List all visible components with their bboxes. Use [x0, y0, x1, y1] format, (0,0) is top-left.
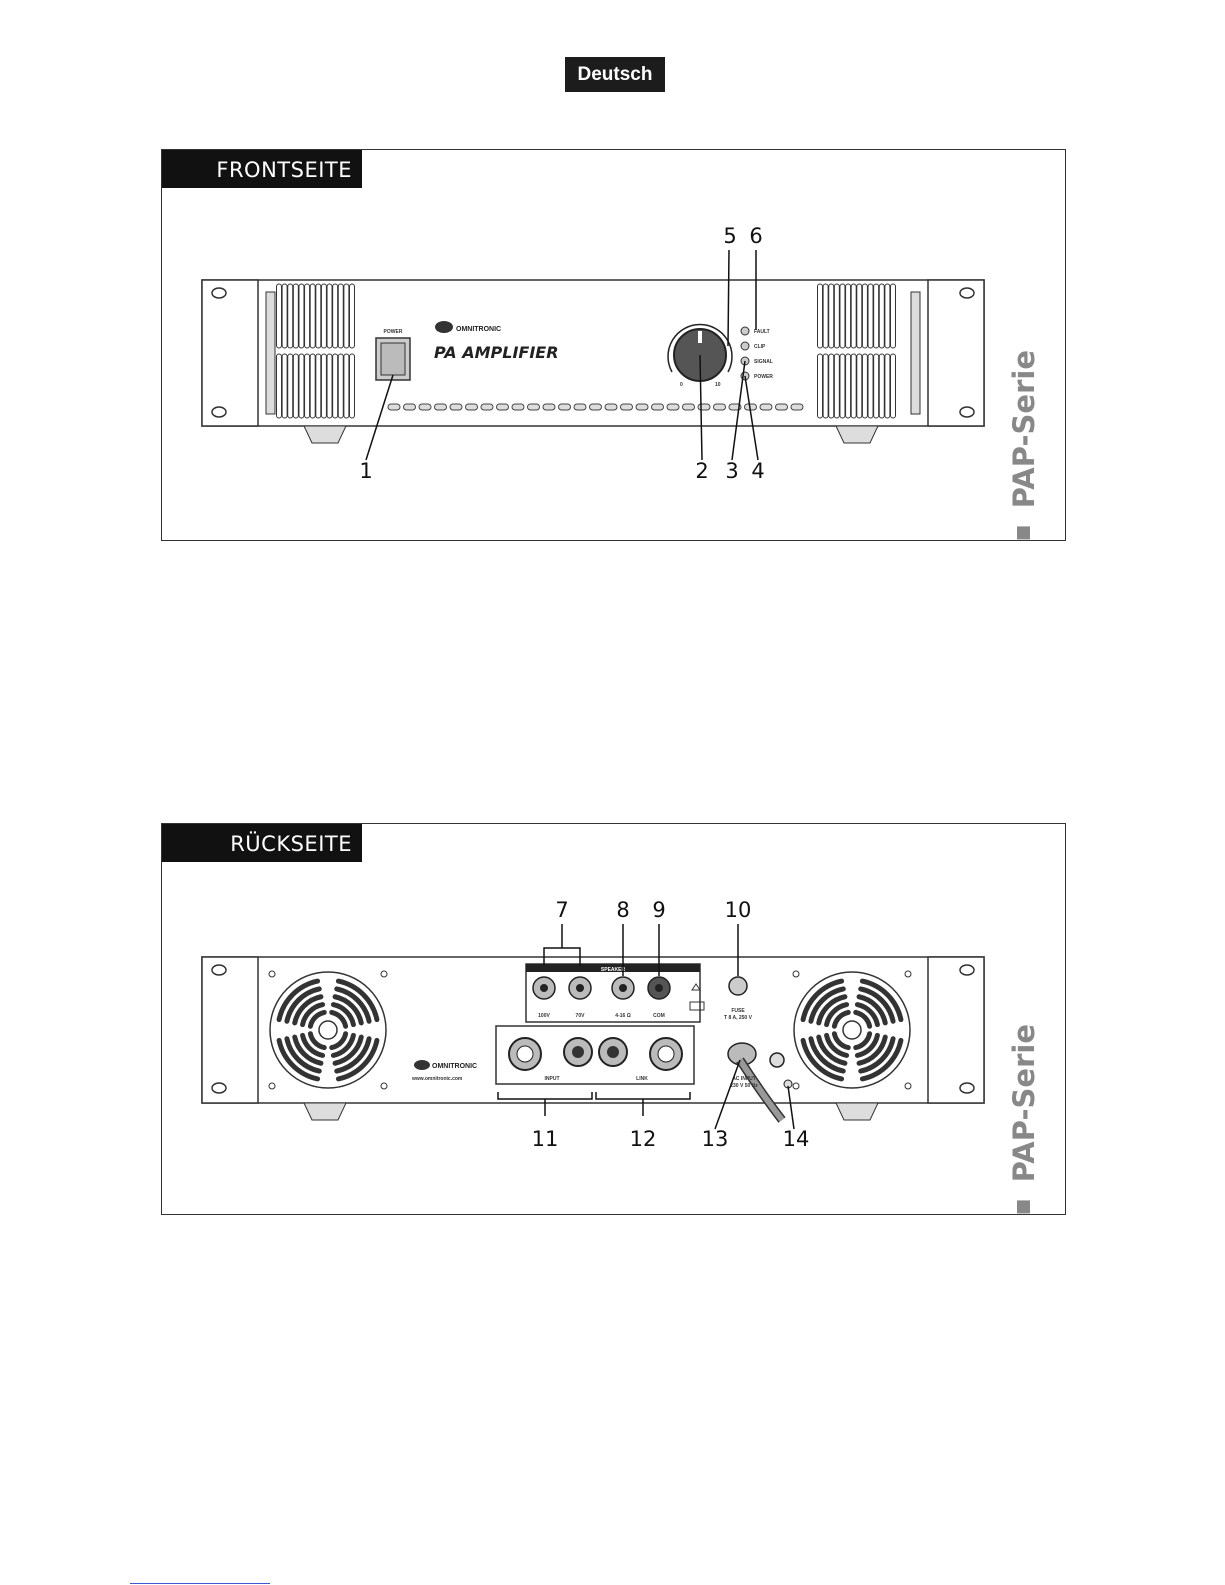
language-badge: Deutsch [565, 57, 665, 92]
link-label: LINK [636, 1076, 648, 1082]
terminal-label-com: COM [653, 1013, 665, 1019]
callout-2: 2 [695, 459, 709, 483]
input-label: INPUT [544, 1076, 560, 1082]
callout-13: 13 [701, 1127, 729, 1151]
rear-panel-title: RÜCKSEITE [162, 824, 362, 862]
led-label-power: POWER [754, 374, 773, 380]
callout-1: 1 [359, 459, 373, 483]
front-panel-figure [161, 149, 1066, 541]
front-brand-logo: OMNITRONIC [456, 326, 502, 333]
fuse-holder [729, 977, 747, 995]
terminal-label-100v: 100V [538, 1013, 550, 1019]
rear-brand-logo: OMNITRONIC [432, 1063, 478, 1070]
front-amplifier-drawing [162, 150, 1065, 540]
led-label-signal: SIGNAL [754, 359, 773, 365]
clip-led [741, 342, 749, 350]
callout-3: 3 [725, 459, 739, 483]
footer-link-underline [130, 1583, 270, 1584]
callout-11: 11 [531, 1127, 559, 1151]
callout-10: 10 [724, 898, 752, 922]
left-fan-grille [269, 971, 387, 1089]
terminal-label-4-16: 4-16 Ω [615, 1013, 631, 1019]
callout-8: 8 [616, 898, 630, 922]
callout-4: 4 [751, 459, 765, 483]
fuse-rating: T 8 A, 250 V [724, 1015, 752, 1021]
ground-terminal [770, 1053, 784, 1067]
speaker-label: SPEAKER [600, 967, 626, 973]
rear-series-label: PAP-Serie [1007, 1024, 1047, 1213]
led-label-clip: CLIP [754, 344, 766, 350]
terminal-label-70v: 70V [575, 1013, 585, 1019]
front-panel-title: FRONTSEITE [162, 150, 362, 188]
callout-5: 5 [723, 224, 737, 248]
front-series-label: PAP-Serie [1007, 350, 1047, 539]
right-fan-grille [793, 971, 911, 1089]
model-name: PA AMPLIFIER [434, 343, 559, 362]
callout-6: 6 [749, 224, 763, 248]
rear-website: www.omnitronic.com [412, 1076, 463, 1082]
knob-max-label: 10 [715, 382, 721, 388]
fuse-label: FUSE [731, 1008, 745, 1014]
callout-7: 7 [555, 898, 569, 922]
callout-14: 14 [782, 1127, 810, 1151]
rear-amplifier-drawing [162, 824, 1065, 1214]
fault-led [741, 327, 749, 335]
power-switch-label: POWER [383, 329, 403, 335]
ac-input-label: AC INPUT [732, 1076, 756, 1082]
callout-12: 12 [629, 1127, 657, 1151]
rear-panel-figure [161, 823, 1066, 1215]
led-label-fault: FAULT [754, 329, 770, 335]
callout-9: 9 [652, 898, 666, 922]
ac-input-rating: 230 V 50 Hz [730, 1083, 758, 1089]
knob-min-label: 0 [680, 382, 683, 388]
